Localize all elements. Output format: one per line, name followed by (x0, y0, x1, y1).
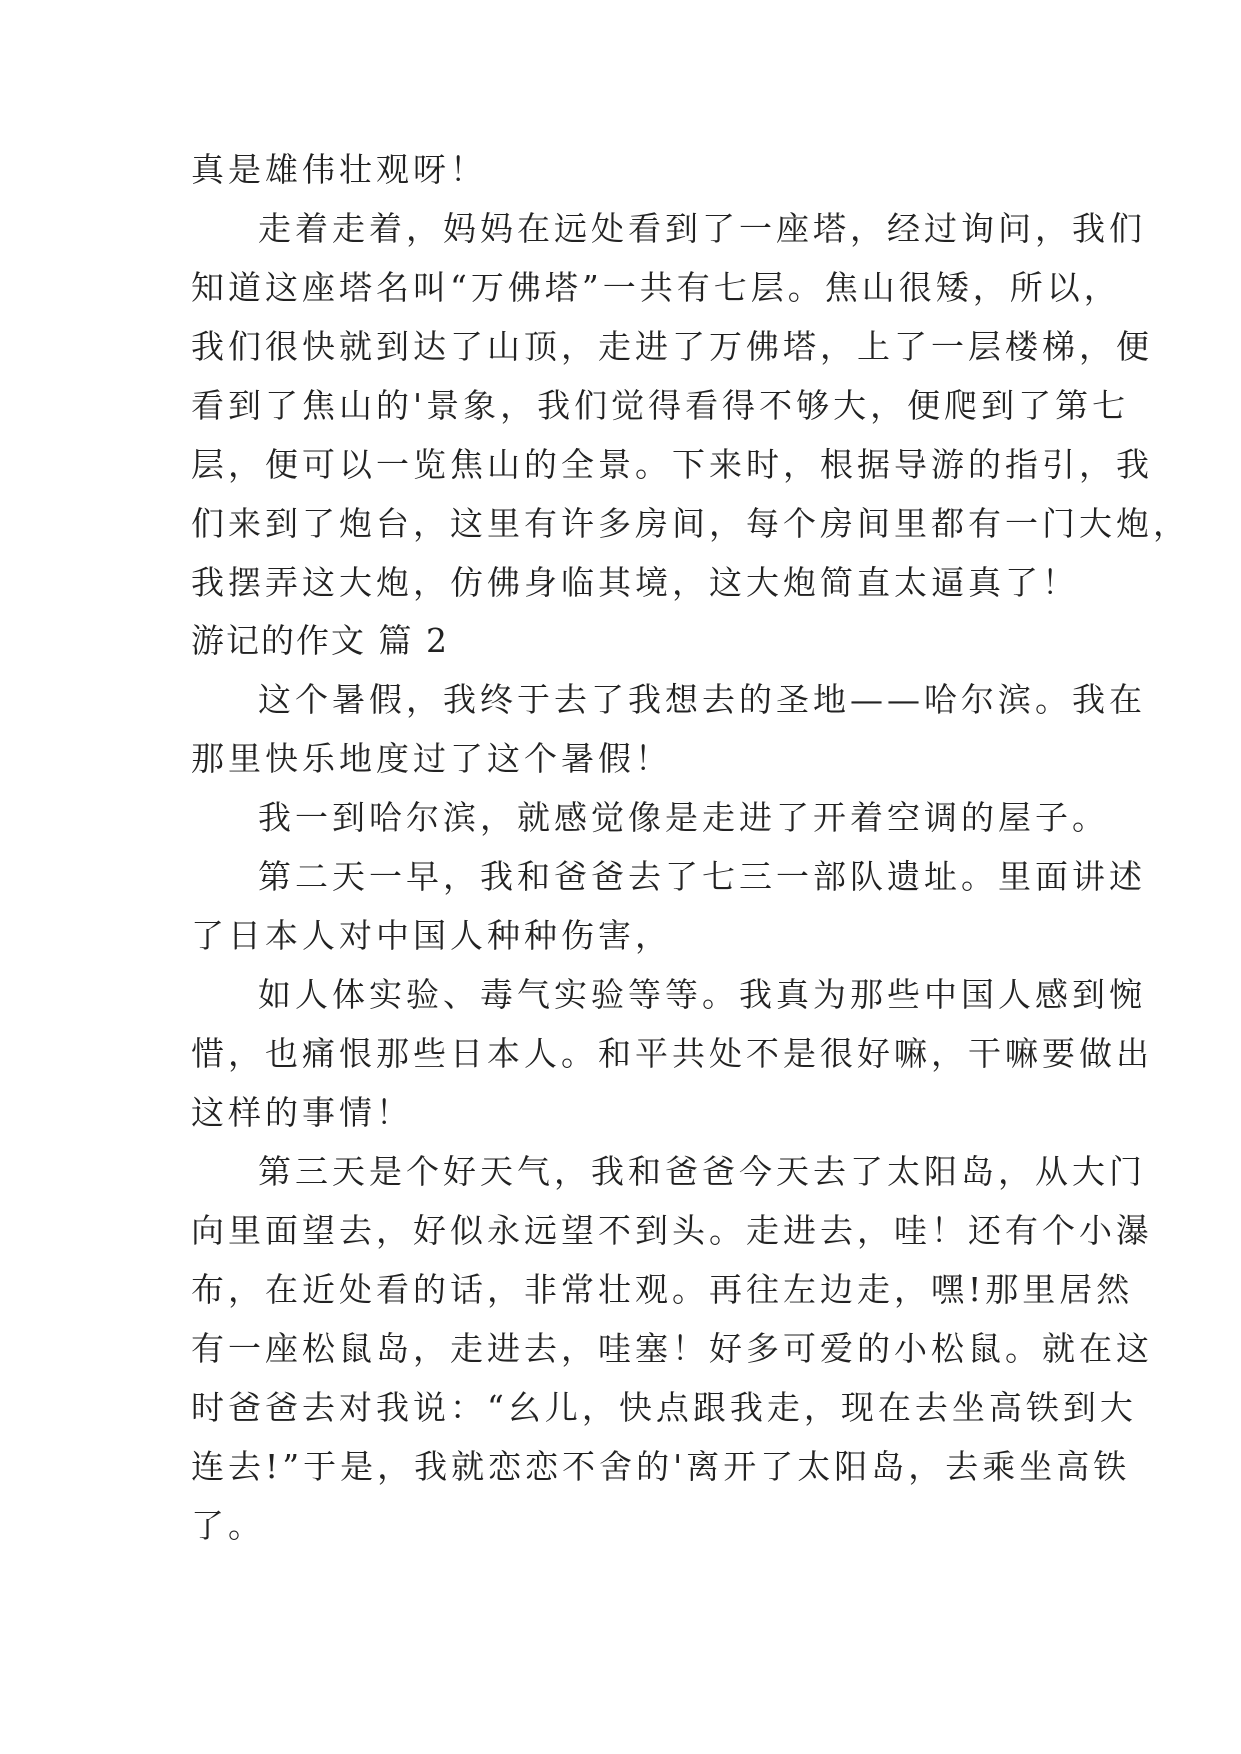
paragraph-start-line: 第三天是个好天气，我和爸爸今天去了太阳岛，从大门 (258, 1152, 1146, 1191)
text-line: 我摆弄这大炮，仿佛身临其境，这大炮简直太逼真了！ (191, 563, 1079, 602)
text-line: 了日本人对中国人种种伤害， (191, 916, 672, 955)
text-line: 有一座松鼠岛，走进去，哇塞！好多可爱的小松鼠。就在这 (191, 1329, 1153, 1368)
paragraph-start-line: 如人体实验、毒气实验等等。我真为那些中国人感到惋 (258, 975, 1146, 1014)
text-line: 惜，也痛恨那些日本人。和平共处不是很好嘛，干嘛要做出 (191, 1034, 1153, 1073)
text-line: 层，便可以一览焦山的全景。下来时，根据导游的指引，我 (191, 445, 1153, 484)
section-heading: 游记的作文 篇 2 (191, 621, 449, 660)
text-line: 真是雄伟壮观呀！ (191, 150, 487, 189)
paragraph-start-line: 我一到哈尔滨，就感觉像是走进了开着空调的屋子。 (258, 798, 1109, 837)
text-line: 看到了焦山的'景象，我们觉得看得不够大，便爬到了第七 (191, 386, 1130, 425)
text-line: 时爸爸去对我说：“幺儿，快点跟我走，现在去坐高铁到大 (191, 1388, 1137, 1427)
text-line: 向里面望去，好似永远望不到头。走进去，哇！还有个小瀑 (191, 1211, 1153, 1250)
paragraph-start-line: 走着走着，妈妈在远处看到了一座塔，经过询问，我们 (258, 209, 1146, 248)
text-line: 这样的事情！ (191, 1093, 413, 1132)
text-line: 知道这座塔名叫“万佛塔”一共有七层。焦山很矮，所以， (191, 268, 1121, 307)
paragraph-start-line: 这个暑假，我终于去了我想去的圣地——哈尔滨。我在 (258, 680, 1146, 719)
text-line: 连去!”于是，我就恋恋不舍的'离开了太阳岛，去乘坐高铁 (191, 1447, 1131, 1486)
text-line: 了。 (191, 1506, 265, 1545)
text-line: 那里快乐地度过了这个暑假！ (191, 739, 672, 778)
text-line: 我们很快就到达了山顶，走进了万佛塔，上了一层楼梯，便 (191, 327, 1153, 366)
paragraph-start-line: 第二天一早，我和爸爸去了七三一部队遗址。里面讲述 (258, 857, 1146, 896)
text-line: 布，在近处看的话，非常壮观。再往左边走，嘿!那里居然 (191, 1270, 1134, 1309)
text-line: 们来到了炮台，这里有许多房间，每个房间里都有一门大炮， (191, 504, 1190, 543)
